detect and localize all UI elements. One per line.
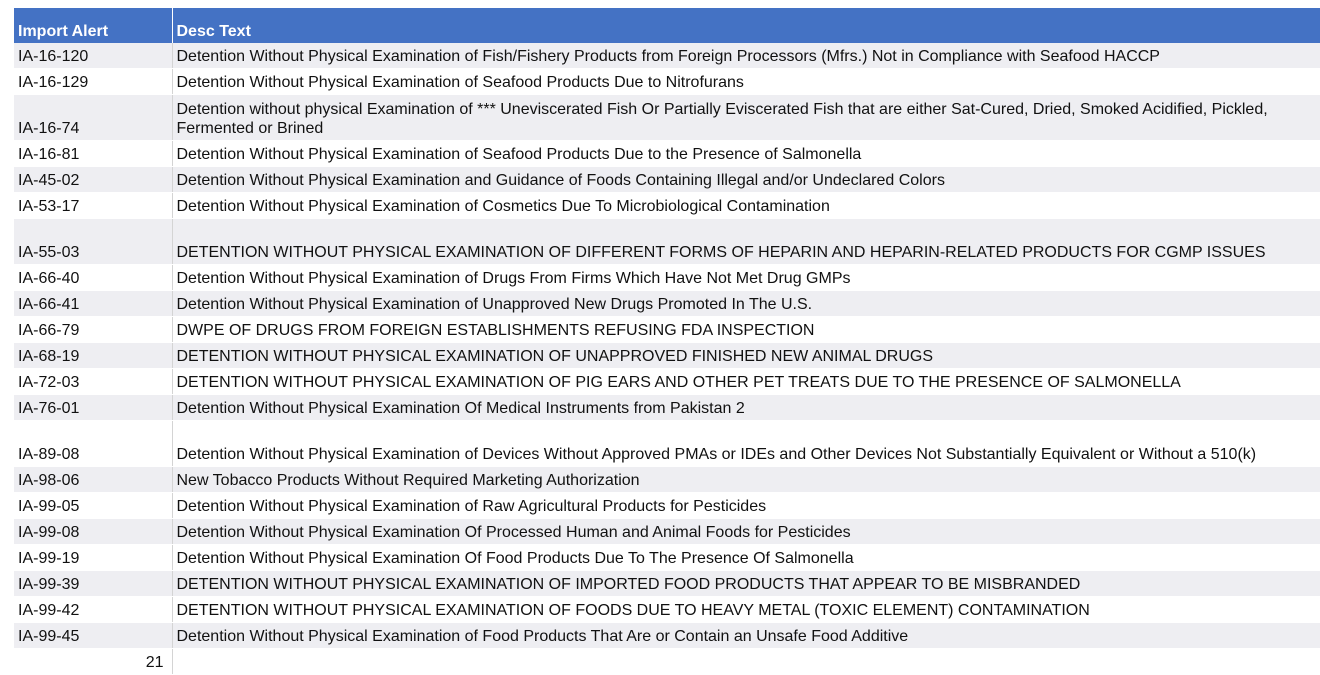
table-row[interactable] (14, 519, 1320, 545)
table-row[interactable] (14, 167, 1320, 193)
table-row[interactable] (14, 571, 1320, 597)
import-alert-cell[interactable]: IA-99-08 (14, 519, 172, 545)
header-desc-text[interactable]: Desc Text (172, 8, 1320, 43)
desc-text-cell[interactable]: Detention Without Physical Examination of Drugs From Firms Which Have Not Met Drug GMPs (172, 265, 1320, 291)
import-alert-cell[interactable]: IA-76-01 (14, 395, 172, 421)
import-alert-cell[interactable]: IA-68-19 (14, 343, 172, 369)
table-row[interactable] (14, 141, 1320, 167)
table-row[interactable] (14, 317, 1320, 343)
table-row[interactable] (14, 265, 1320, 291)
import-alert-cell[interactable]: IA-66-40 (14, 265, 172, 291)
import-alert-cell[interactable]: IA-53-17 (14, 193, 172, 219)
desc-text-cell[interactable]: Detention Without Physical Examination and Guidance of Foods Containing Illegal and/or Undeclared Colors (172, 167, 1320, 193)
desc-text-cell[interactable]: Detention Without Physical Examination of Fish/Fishery Products from Foreign Processors (Mfrs.) Not in Compliance with Seafood HACCP (172, 43, 1320, 69)
desc-text-cell[interactable]: Detention Without Physical Examination of Seafood Products Due to the Presence of Salmonella (172, 141, 1320, 167)
desc-text-cell[interactable]: Detention Without Physical Examination of Food Products That Are or Contain an Unsafe Food Additive (172, 623, 1320, 649)
desc-text-cell[interactable]: Detention Without Physical Examination of Cosmetics Due To Microbiological Contamination (172, 193, 1320, 219)
table-row[interactable] (14, 219, 1320, 265)
desc-text-cell[interactable]: Detention Without Physical Examination Of Processed Human and Animal Foods for Pesticides (172, 519, 1320, 545)
desc-text-cell[interactable]: DETENTION WITHOUT PHYSICAL EXAMINATION OF UNAPPROVED FINISHED NEW ANIMAL DRUGS (172, 343, 1320, 369)
import-alert-cell[interactable]: IA-66-79 (14, 317, 172, 343)
table-row[interactable] (14, 369, 1320, 395)
import-alert-cell[interactable]: IA-16-120 (14, 43, 172, 69)
import-alert-cell[interactable]: IA-98-06 (14, 467, 172, 493)
import-alert-cell[interactable]: IA-16-129 (14, 69, 172, 95)
total-count-cell[interactable]: 21 (14, 649, 172, 675)
desc-text-cell[interactable]: Detention Without Physical Examination Of Medical Instruments from Pakistan 2 (172, 395, 1320, 421)
header-import-alert[interactable]: Import Alert (14, 8, 172, 43)
table-row[interactable] (14, 467, 1320, 493)
desc-text-cell[interactable]: Detention without physical Examination of *** Uneviscerated Fish Or Partially Eviscerated Fish that are either Sat-Cured, Dried, Smoked Acidified, Pickled, Fermented or Brined (172, 95, 1320, 141)
table-body (14, 43, 1320, 675)
table-row[interactable] (14, 421, 1320, 467)
table-row[interactable] (14, 623, 1320, 649)
import-alert-cell[interactable]: IA-99-42 (14, 597, 172, 623)
import-alert-cell[interactable]: IA-99-05 (14, 493, 172, 519)
import-alert-cell[interactable]: IA-16-81 (14, 141, 172, 167)
desc-text-cell[interactable]: Detention Without Physical Examination of Raw Agricultural Products for Pesticides (172, 493, 1320, 519)
spreadsheet (14, 8, 1320, 675)
desc-text-cell[interactable]: DWPE OF DRUGS FROM FOREIGN ESTABLISHMENTS REFUSING FDA INSPECTION (172, 317, 1320, 343)
import-alert-cell[interactable]: IA-99-39 (14, 571, 172, 597)
desc-text-cell[interactable]: New Tobacco Products Without Required Marketing Authorization (172, 467, 1320, 493)
table-row[interactable] (14, 69, 1320, 95)
import-alert-cell[interactable]: IA-45-02 (14, 167, 172, 193)
table-row[interactable] (14, 395, 1320, 421)
table-row[interactable] (14, 193, 1320, 219)
table-row[interactable] (14, 597, 1320, 623)
desc-text-cell[interactable]: Detention Without Physical Examination of Seafood Products Due to Nitrofurans (172, 69, 1320, 95)
import-alert-cell[interactable]: IA-66-41 (14, 291, 172, 317)
import-alert-cell[interactable]: IA-72-03 (14, 369, 172, 395)
import-alert-cell[interactable]: IA-99-19 (14, 545, 172, 571)
import-alert-cell[interactable]: IA-89-08 (14, 421, 172, 467)
table-row[interactable] (14, 95, 1320, 141)
table-row[interactable] (14, 493, 1320, 519)
desc-text-cell[interactable]: DETENTION WITHOUT PHYSICAL EXAMINATION OF IMPORTED FOOD PRODUCTS THAT APPEAR TO BE MISBRANDED (172, 571, 1320, 597)
desc-text-cell[interactable]: DETENTION WITHOUT PHYSICAL EXAMINATION OF PIG EARS AND OTHER PET TREATS DUE TO THE PRESENCE OF SALMONELLA (172, 369, 1320, 395)
desc-text-cell[interactable]: DETENTION WITHOUT PHYSICAL EXAMINATION OF DIFFERENT FORMS OF HEPARIN AND HEPARIN-RELATED PRODUCTS FOR CGMP ISSUES (172, 219, 1320, 265)
table-row[interactable] (14, 291, 1320, 317)
header-row (14, 8, 1320, 43)
table-row[interactable] (14, 43, 1320, 69)
table-row[interactable] (14, 545, 1320, 571)
desc-text-cell[interactable]: Detention Without Physical Examination of Devices Without Approved PMAs or IDEs and Other Devices Not Substantially Equivalent or Without a 510(k) (172, 421, 1320, 467)
desc-text-cell[interactable]: Detention Without Physical Examination of Unapproved New Drugs Promoted In The U.S. (172, 291, 1320, 317)
desc-text-cell[interactable]: DETENTION WITHOUT PHYSICAL EXAMINATION OF FOODS DUE TO HEAVY METAL (TOXIC ELEMENT) CONTAMINATION (172, 597, 1320, 623)
table-row[interactable] (14, 343, 1320, 369)
import-alert-cell[interactable]: IA-55-03 (14, 219, 172, 265)
import-alert-table (14, 8, 1320, 675)
import-alert-cell[interactable]: IA-16-74 (14, 95, 172, 141)
import-alert-cell[interactable]: IA-99-45 (14, 623, 172, 649)
desc-text-cell[interactable]: Detention Without Physical Examination Of Food Products Due To The Presence Of Salmonella (172, 545, 1320, 571)
